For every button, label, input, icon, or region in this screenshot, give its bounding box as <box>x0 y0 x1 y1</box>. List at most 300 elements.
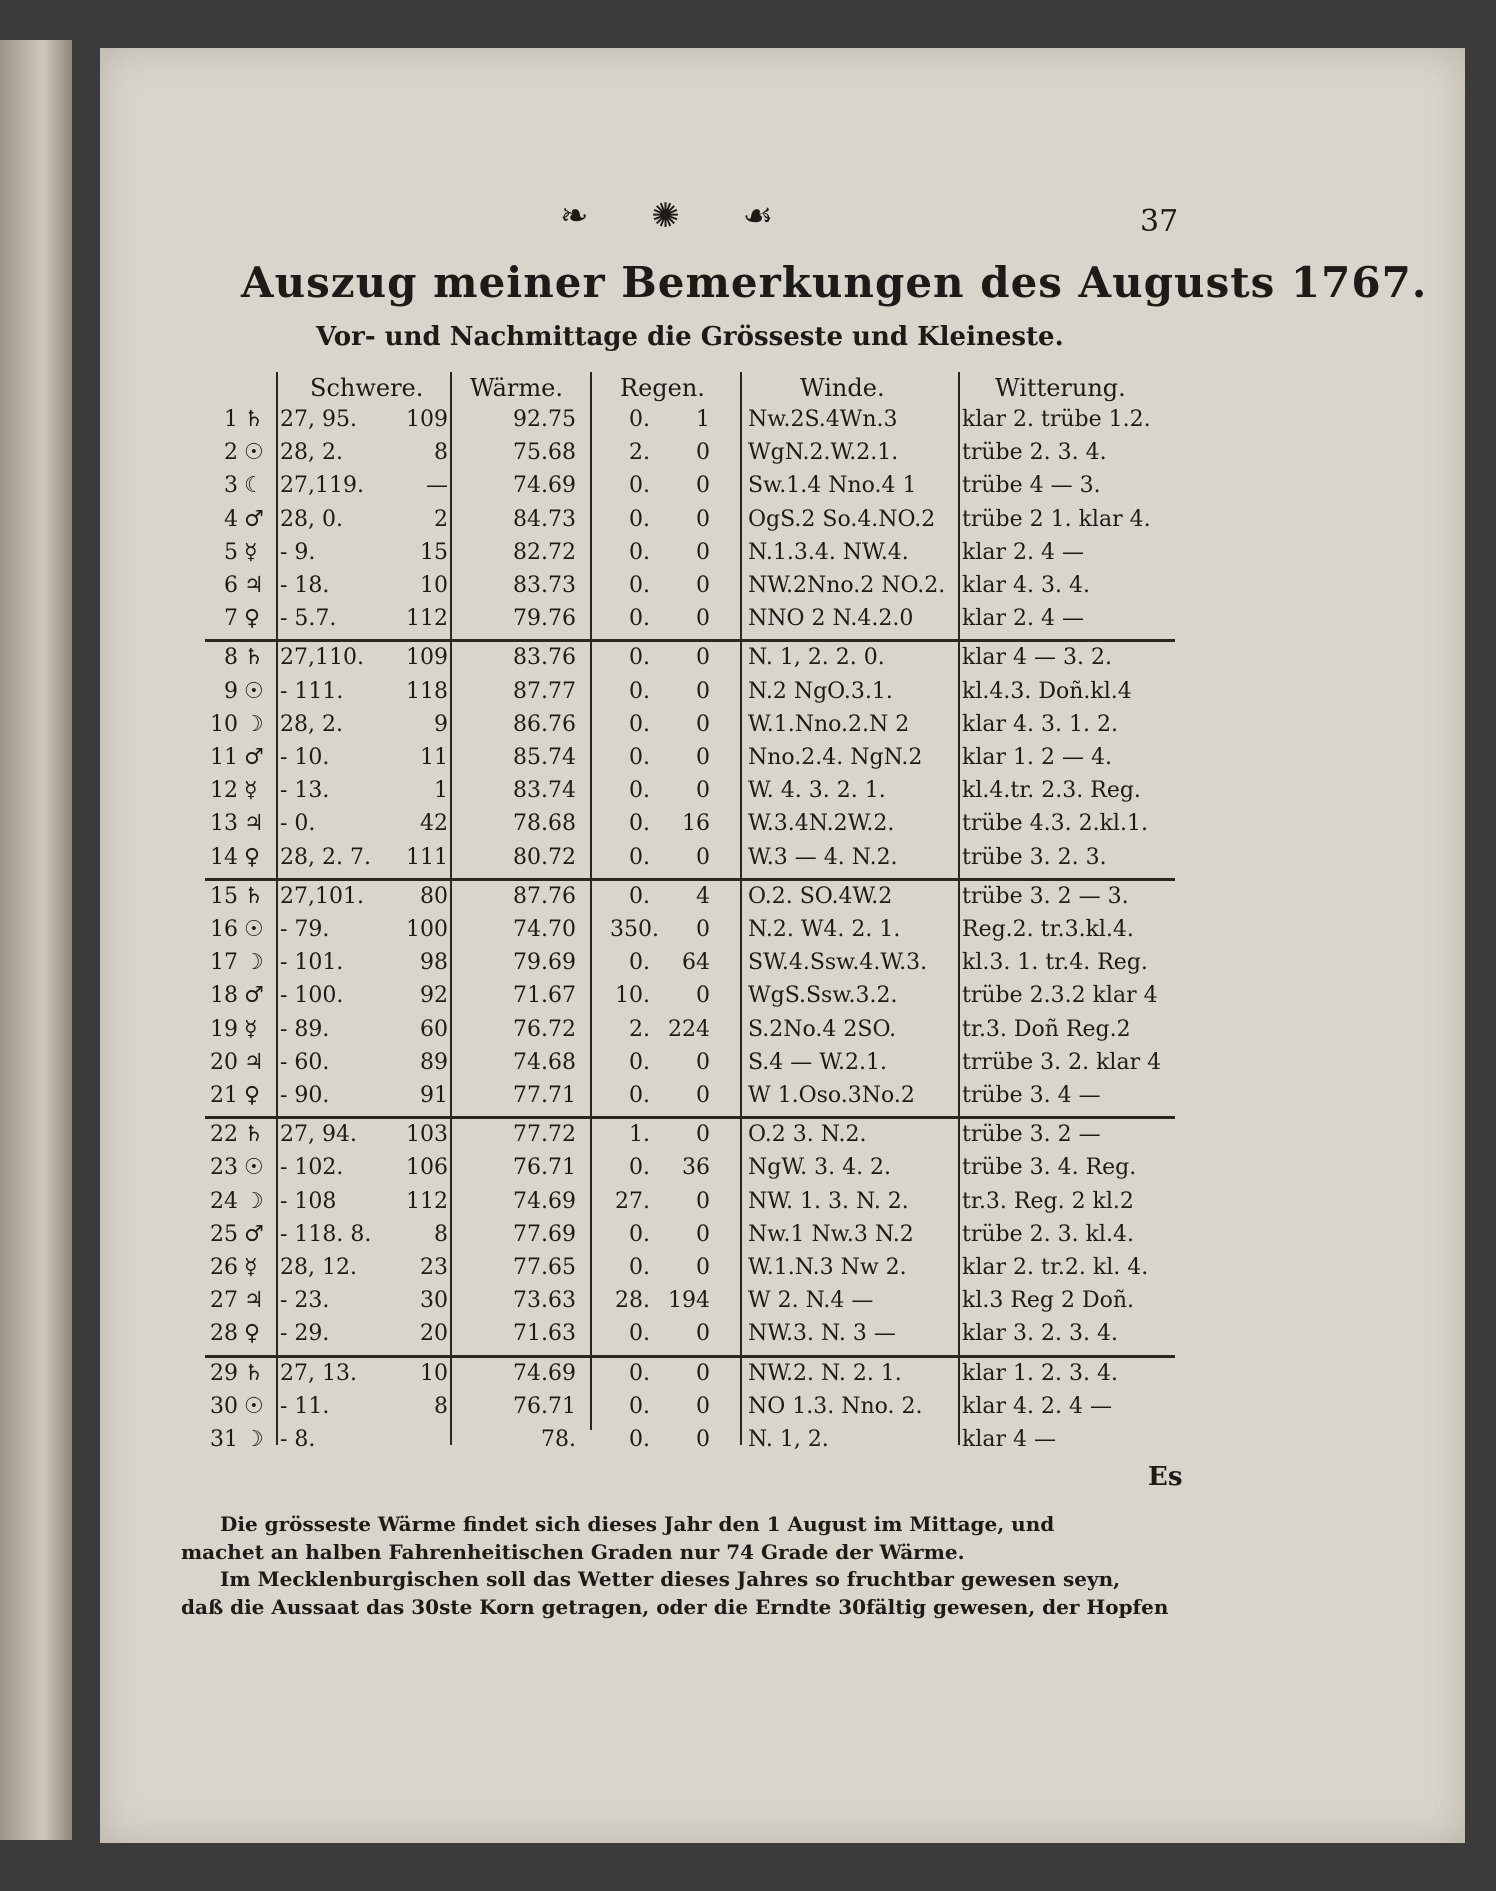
schwere-min: 60 <box>420 1016 448 1042</box>
winde: N. 1, 2. <box>748 1427 829 1452</box>
schwere-value: - 18. <box>280 573 330 598</box>
schwere-min: 1 <box>434 778 448 804</box>
regen-nach: 0 <box>696 1393 710 1419</box>
witterung: trübe 3. 4 — <box>962 1083 1101 1108</box>
winde: WgN.2.W.2.1. <box>748 440 899 466</box>
weekday-symbol: ☿ <box>244 539 258 565</box>
regen-vor: 0. <box>629 883 650 909</box>
day: 14 <box>210 844 238 870</box>
schwere-value: 27, 94. <box>280 1122 357 1148</box>
weekday-symbol: ♂ <box>244 983 264 1009</box>
schwere-value: - 102. <box>280 1155 344 1181</box>
weekday-symbol: ☉ <box>244 917 264 942</box>
witterung: trübe 4 — 3. <box>962 473 1101 499</box>
day: 30 <box>210 1393 238 1419</box>
waerme-value: 74.68 <box>513 1049 576 1075</box>
regen-nach: 194 <box>668 1288 710 1314</box>
day: 8 <box>224 645 238 671</box>
waerme-value: 87.77 <box>513 678 576 704</box>
day: 27 <box>210 1288 238 1314</box>
schwere-min: 20 <box>420 1321 448 1347</box>
footnote-line: daß die Aussaat das 30ste Korn getragen, oder die Erndte 30fältig gewesen, der Hopfen <box>181 1595 1169 1619</box>
day: 20 <box>210 1049 238 1075</box>
day: 5 <box>224 539 238 565</box>
weekday-symbol: ♄ <box>244 1122 264 1148</box>
day: 21 <box>210 1083 238 1108</box>
weekday-symbol: ☿ <box>244 1016 258 1042</box>
waerme-value: 77.69 <box>513 1221 576 1247</box>
column-header-witterung: Witterung. <box>995 374 1126 402</box>
regen-vor: 27. <box>615 1188 650 1214</box>
page-number: 37 <box>1140 204 1179 239</box>
schwere-value: 27,119. <box>280 473 364 499</box>
schwere-min: 100 <box>406 917 448 942</box>
column-rule <box>590 372 592 1430</box>
regen-vor: 28. <box>615 1288 650 1314</box>
schwere-min: 109 <box>406 407 448 432</box>
schwere-value: - 79. <box>280 917 330 942</box>
schwere-value: 28, 12. <box>280 1255 357 1280</box>
week-separator-rule <box>205 639 1175 642</box>
column-header-schwere: Schwere. <box>310 374 424 402</box>
regen-nach: 0 <box>696 645 710 671</box>
regen-vor: 0. <box>629 1255 650 1280</box>
witterung: klar 2. tr.2. kl. 4. <box>962 1255 1149 1280</box>
witterung: trübe 3. 2 — 3. <box>962 883 1129 909</box>
weekday-symbol: ☉ <box>244 440 264 466</box>
schwere-min: 103 <box>406 1122 448 1148</box>
weekday-symbol: ☿ <box>244 778 258 804</box>
schwere-value: 27, 13. <box>280 1360 357 1386</box>
schwere-value: - 118. 8. <box>280 1221 372 1247</box>
day: 7 <box>224 606 238 632</box>
waerme-value: 77.71 <box>513 1083 576 1108</box>
witterung: kl.4.tr. 2.3. Reg. <box>962 778 1141 804</box>
day: 18 <box>210 983 238 1009</box>
waerme-value: 78. <box>541 1427 576 1452</box>
schwere-min: 92 <box>420 983 448 1009</box>
weekday-symbol: ♀ <box>244 844 261 870</box>
winde: WgS.Ssw.3.2. <box>748 983 898 1009</box>
regen-vor: 0. <box>629 811 650 837</box>
waerme-value: 73.63 <box>513 1288 576 1314</box>
day: 26 <box>210 1255 238 1280</box>
regen-vor: 0. <box>629 573 650 598</box>
witterung: Reg.2. tr.3.kl.4. <box>962 917 1134 942</box>
regen-vor: 0. <box>629 407 650 432</box>
witterung: kl.3. 1. tr.4. Reg. <box>962 950 1148 976</box>
day: 3 <box>224 473 238 499</box>
day: 9 <box>224 678 238 704</box>
day: 12 <box>210 778 238 804</box>
winde: W.3 — 4. N.2. <box>748 844 898 870</box>
winde: NW. 1. 3. N. 2. <box>748 1188 909 1214</box>
witterung: klar 4. 2. 4 — <box>962 1393 1112 1419</box>
day: 17 <box>210 950 238 976</box>
regen-vor: 0. <box>629 1427 650 1452</box>
weekday-symbol: ♂ <box>244 506 264 532</box>
regen-vor: 0. <box>629 1049 650 1075</box>
witterung: trübe 3. 2. 3. <box>962 844 1107 870</box>
column-rule <box>958 372 960 1445</box>
schwere-value: - 10. <box>280 745 330 770</box>
waerme-value: 76.71 <box>513 1155 576 1181</box>
winde: N. 1, 2. 2. 0. <box>748 645 885 671</box>
winde: SW.4.Ssw.4.W.3. <box>748 950 928 976</box>
waerme-value: 86.76 <box>513 711 576 737</box>
schwere-min: 106 <box>406 1155 448 1181</box>
witterung: klar 3. 2. 3. 4. <box>962 1321 1118 1347</box>
waerme-value: 83.73 <box>513 573 576 598</box>
winde: N.2. W4. 2. 1. <box>748 917 901 942</box>
weekday-symbol: ☽ <box>244 950 264 976</box>
weekday-symbol: ☉ <box>244 678 264 704</box>
schwere-min: 112 <box>406 606 448 632</box>
weekday-symbol: ♂ <box>244 745 264 770</box>
witterung: trübe 3. 2 — <box>962 1122 1101 1148</box>
winde: S.4 — W.2.1. <box>748 1049 888 1075</box>
schwere-value: 28, 2. 7. <box>280 844 371 870</box>
regen-vor: 0. <box>629 1393 650 1419</box>
schwere-value: 28, 2. <box>280 711 343 737</box>
winde: OgS.2 So.4.NO.2 <box>748 506 936 532</box>
regen-nach: 0 <box>696 745 710 770</box>
regen-vor: 2. <box>629 1016 650 1042</box>
witterung: tr.3. Reg. 2 kl.2 <box>962 1188 1134 1214</box>
regen-nach: 4 <box>696 883 710 909</box>
day: 24 <box>210 1188 238 1214</box>
schwere-min: 23 <box>420 1255 448 1280</box>
schwere-value: - 60. <box>280 1049 330 1075</box>
witterung: kl.3 Reg 2 Doñ. <box>962 1288 1135 1314</box>
weekday-symbol: ☿ <box>244 1255 258 1280</box>
day: 19 <box>210 1016 238 1042</box>
waerme-value: 80.72 <box>513 844 576 870</box>
regen-vor: 0. <box>629 678 650 704</box>
weekday-symbol: ♀ <box>244 1321 261 1347</box>
column-header-waerme: Wärme. <box>470 374 563 402</box>
day: 23 <box>210 1155 238 1181</box>
regen-nach: 0 <box>696 1083 710 1108</box>
schwere-value: - 101. <box>280 950 344 976</box>
day: 13 <box>210 811 238 837</box>
day: 29 <box>210 1360 238 1386</box>
waerme-value: 92.75 <box>513 407 576 432</box>
footnote-line: Im Mecklenburgischen soll das Wetter dieses Jahres so fruchtbar gewesen seyn, <box>220 1567 1121 1591</box>
regen-vor: 0. <box>629 606 650 632</box>
waerme-value: 76.71 <box>513 1393 576 1419</box>
weekday-symbol: ☽ <box>244 1427 264 1452</box>
regen-vor: 0. <box>629 1221 650 1247</box>
regen-nach: 224 <box>668 1016 710 1042</box>
witterung: klar 1. 2 — 4. <box>962 745 1112 770</box>
regen-nach: 0 <box>696 778 710 804</box>
column-rule <box>276 372 278 1445</box>
waerme-value: 74.70 <box>513 917 576 942</box>
schwere-min: 8 <box>434 440 448 466</box>
header-ornament: ❧ ✺ ☙ <box>560 196 800 236</box>
regen-nach: 64 <box>682 950 710 976</box>
regen-vor: 0. <box>629 745 650 770</box>
regen-nach: 0 <box>696 678 710 704</box>
day: 11 <box>210 745 238 770</box>
schwere-min: 80 <box>420 883 448 909</box>
witterung: trrübe 3. 2. klar 4 <box>962 1049 1162 1075</box>
schwere-min: 30 <box>420 1288 448 1314</box>
schwere-value: - 23. <box>280 1288 330 1314</box>
schwere-min: 15 <box>420 539 448 565</box>
witterung: klar 4. 3. 4. <box>962 573 1090 598</box>
winde: Nw.1 Nw.3 N.2 <box>748 1221 914 1247</box>
weekday-symbol: ☉ <box>244 1155 264 1181</box>
weekday-symbol: ♄ <box>244 645 264 671</box>
regen-nach: 0 <box>696 606 710 632</box>
footnote-line: machet an halben Fahrenheitischen Graden nur 74 Grade der Wärme. <box>181 1540 965 1564</box>
weekday-symbol: ♀ <box>244 1083 261 1108</box>
regen-nach: 0 <box>696 573 710 598</box>
day: 2 <box>224 440 238 466</box>
day: 6 <box>224 573 238 598</box>
waerme-value: 77.72 <box>513 1122 576 1148</box>
witterung: trübe 2. 3. 4. <box>962 440 1107 466</box>
waerme-value: 74.69 <box>513 473 576 499</box>
schwere-value: - 0. <box>280 811 316 837</box>
regen-vor: 350. <box>610 917 659 942</box>
day: 4 <box>224 506 238 532</box>
regen-nach: 0 <box>696 1049 710 1075</box>
footnote-line: Die grösseste Wärme findet sich dieses Jahr den 1 August im Mittage, und <box>220 1512 1055 1536</box>
waerme-value: 79.69 <box>513 950 576 976</box>
schwere-min: 8 <box>434 1393 448 1419</box>
weekday-symbol: ☽ <box>244 711 264 737</box>
regen-nach: 0 <box>696 1360 710 1386</box>
column-rule <box>450 372 452 1445</box>
week-separator-rule <box>205 878 1175 881</box>
winde: O.2. SO.4W.2 <box>748 883 893 909</box>
regen-nach: 0 <box>696 1221 710 1247</box>
regen-vor: 0. <box>629 1083 650 1108</box>
weekday-symbol: ♄ <box>244 1360 264 1386</box>
regen-nach: 0 <box>696 1427 710 1452</box>
weekday-symbol: ♄ <box>244 883 264 909</box>
day: 31 <box>210 1427 238 1452</box>
schwere-min: 10 <box>420 573 448 598</box>
regen-vor: 0. <box>629 844 650 870</box>
regen-vor: 0. <box>629 711 650 737</box>
schwere-value: - 90. <box>280 1083 330 1108</box>
regen-vor: 0. <box>629 645 650 671</box>
regen-vor: 0. <box>629 539 650 565</box>
day: 15 <box>210 883 238 909</box>
regen-nach: 0 <box>696 506 710 532</box>
weekday-symbol: ♂ <box>244 1221 264 1247</box>
winde: S.2No.4 2SO. <box>748 1016 897 1042</box>
catchword: Es <box>1148 1462 1183 1492</box>
schwere-value: - 5.7. <box>280 606 337 632</box>
winde: W.1.N.3 Nw 2. <box>748 1255 907 1280</box>
winde: W 2. N.4 — <box>748 1288 874 1314</box>
waerme-value: 87.76 <box>513 883 576 909</box>
schwere-value: 27, 95. <box>280 407 357 432</box>
schwere-value: - 89. <box>280 1016 330 1042</box>
regen-nach: 0 <box>696 983 710 1009</box>
waerme-value: 85.74 <box>513 745 576 770</box>
facing-page-edge <box>0 40 72 1840</box>
regen-vor: 2. <box>629 440 650 466</box>
schwere-min: 8 <box>434 1221 448 1247</box>
witterung: klar 2. trübe 1.2. <box>962 407 1151 432</box>
weekday-symbol: ☾ <box>244 473 264 499</box>
regen-vor: 0. <box>629 950 650 976</box>
schwere-value: - 100. <box>280 983 344 1009</box>
week-separator-rule <box>205 1116 1175 1119</box>
schwere-value: - 111. <box>280 678 344 704</box>
schwere-value: 27,110. <box>280 645 364 671</box>
schwere-value: 28, 2. <box>280 440 343 466</box>
regen-nach: 0 <box>696 473 710 499</box>
weekday-symbol: ♀ <box>244 606 261 632</box>
weekday-symbol: ♄ <box>244 407 264 432</box>
regen-vor: 0. <box>629 506 650 532</box>
schwere-min: 118 <box>406 678 448 704</box>
witterung: klar 4. 3. 1. 2. <box>962 711 1118 737</box>
winde: NgW. 3. 4. 2. <box>748 1155 892 1181</box>
regen-vor: 0. <box>629 473 650 499</box>
schwere-min: 10 <box>420 1360 448 1386</box>
page-title: Auszug meiner Bemerkungen des Augusts 1767. <box>241 258 1428 307</box>
regen-nach: 0 <box>696 440 710 466</box>
winde: N.2 NgO.3.1. <box>748 678 893 704</box>
winde: W.3.4N.2W.2. <box>748 811 895 837</box>
regen-vor: 0. <box>629 1155 650 1181</box>
day: 25 <box>210 1221 238 1247</box>
column-rule <box>740 372 742 1445</box>
witterung: klar 2. 4 — <box>962 606 1084 632</box>
winde: Nw.2S.4Wn.3 <box>748 407 898 432</box>
winde: NO 1.3. Nno. 2. <box>748 1393 923 1419</box>
regen-nach: 0 <box>696 1188 710 1214</box>
day: 16 <box>210 917 238 942</box>
regen-nach: 0 <box>696 1321 710 1347</box>
weekday-symbol: ♃ <box>244 811 264 837</box>
column-header-winde: Winde. <box>800 374 885 402</box>
witterung: klar 2. 4 — <box>962 539 1084 565</box>
witterung: trübe 2.3.2 klar 4 <box>962 983 1158 1009</box>
schwere-min: 42 <box>420 811 448 837</box>
witterung: trübe 2 1. klar 4. <box>962 506 1151 532</box>
winde: Sw.1.4 Nno.4 1 <box>748 473 917 499</box>
schwere-value: 28, 0. <box>280 506 343 532</box>
page-subtitle: Vor- und Nachmittage die Grösseste und Kleineste. <box>316 322 1064 352</box>
schwere-min: 11 <box>420 745 448 770</box>
day: 28 <box>210 1321 238 1347</box>
witterung: trübe 3. 4. Reg. <box>962 1155 1137 1181</box>
schwere-value: - 9. <box>280 539 316 565</box>
waerme-value: 76.72 <box>513 1016 576 1042</box>
regen-nach: 1 <box>696 407 710 432</box>
winde: Nno.2.4. NgN.2 <box>748 745 923 770</box>
witterung: klar 4 — 3. 2. <box>962 645 1112 671</box>
schwere-min: 112 <box>406 1188 448 1214</box>
weekday-symbol: ♃ <box>244 1288 264 1314</box>
regen-nach: 16 <box>682 811 710 837</box>
waerme-value: 71.67 <box>513 983 576 1009</box>
waerme-value: 83.76 <box>513 645 576 671</box>
schwere-value: - 29. <box>280 1321 330 1347</box>
regen-nach: 0 <box>696 1255 710 1280</box>
winde: NNO 2 N.4.2.0 <box>748 606 914 632</box>
witterung: trübe 4.3. 2.kl.1. <box>962 811 1148 837</box>
winde: NW.2. N. 2. 1. <box>748 1360 902 1386</box>
winde: NW.3. N. 3 — <box>748 1321 896 1347</box>
waerme-value: 74.69 <box>513 1188 576 1214</box>
schwere-min: 89 <box>420 1049 448 1075</box>
waerme-value: 77.65 <box>513 1255 576 1280</box>
schwere-min: 98 <box>420 950 448 976</box>
witterung: tr.3. Doñ Reg.2 <box>962 1016 1131 1042</box>
winde: W.1.Nno.2.N 2 <box>748 711 910 737</box>
schwere-value: - 11. <box>280 1393 330 1419</box>
weekday-symbol: ♃ <box>244 1049 264 1075</box>
schwere-value: - 108 <box>280 1188 337 1214</box>
regen-nach: 36 <box>682 1155 710 1181</box>
winde: N.1.3.4. NW.4. <box>748 539 909 565</box>
weekday-symbol: ♃ <box>244 573 264 598</box>
schwere-value: 27,101. <box>280 883 364 909</box>
winde: W. 4. 3. 2. 1. <box>748 778 886 804</box>
waerme-value: 84.73 <box>513 506 576 532</box>
waerme-value: 78.68 <box>513 811 576 837</box>
regen-nach: 0 <box>696 711 710 737</box>
regen-vor: 1. <box>629 1122 650 1148</box>
regen-nach: 0 <box>696 1122 710 1148</box>
regen-vor: 0. <box>629 1360 650 1386</box>
waerme-value: 74.69 <box>513 1360 576 1386</box>
weekday-symbol: ☽ <box>244 1188 264 1214</box>
day: 10 <box>210 711 238 737</box>
winde: NW.2Nno.2 NO.2. <box>748 573 946 598</box>
schwere-min: 91 <box>420 1083 448 1108</box>
waerme-value: 71.63 <box>513 1321 576 1347</box>
schwere-min: — <box>426 473 448 499</box>
witterung: klar 1. 2. 3. 4. <box>962 1360 1118 1386</box>
schwere-min: 2 <box>434 506 448 532</box>
winde: W 1.Oso.3No.2 <box>748 1083 915 1108</box>
regen-nach: 0 <box>696 917 710 942</box>
witterung: trübe 2. 3. kl.4. <box>962 1221 1134 1247</box>
waerme-value: 75.68 <box>513 440 576 466</box>
waerme-value: 83.74 <box>513 778 576 804</box>
regen-nach: 0 <box>696 844 710 870</box>
column-header-regen: Regen. <box>620 374 705 402</box>
schwere-min: 9 <box>434 711 448 737</box>
schwere-min: 109 <box>406 645 448 671</box>
day: 1 <box>224 407 238 432</box>
day: 22 <box>210 1122 238 1148</box>
regen-vor: 0. <box>629 778 650 804</box>
witterung: kl.4.3. Doñ.kl.4 <box>962 678 1132 704</box>
regen-vor: 0. <box>629 1321 650 1347</box>
regen-nach: 0 <box>696 539 710 565</box>
witterung: klar 4 — <box>962 1427 1056 1452</box>
schwere-value: - 8. <box>280 1427 316 1452</box>
regen-vor: 10. <box>615 983 650 1009</box>
schwere-min: 111 <box>406 844 448 870</box>
week-separator-rule <box>205 1355 1175 1358</box>
schwere-value: - 13. <box>280 778 330 804</box>
waerme-value: 82.72 <box>513 539 576 565</box>
waerme-value: 79.76 <box>513 606 576 632</box>
